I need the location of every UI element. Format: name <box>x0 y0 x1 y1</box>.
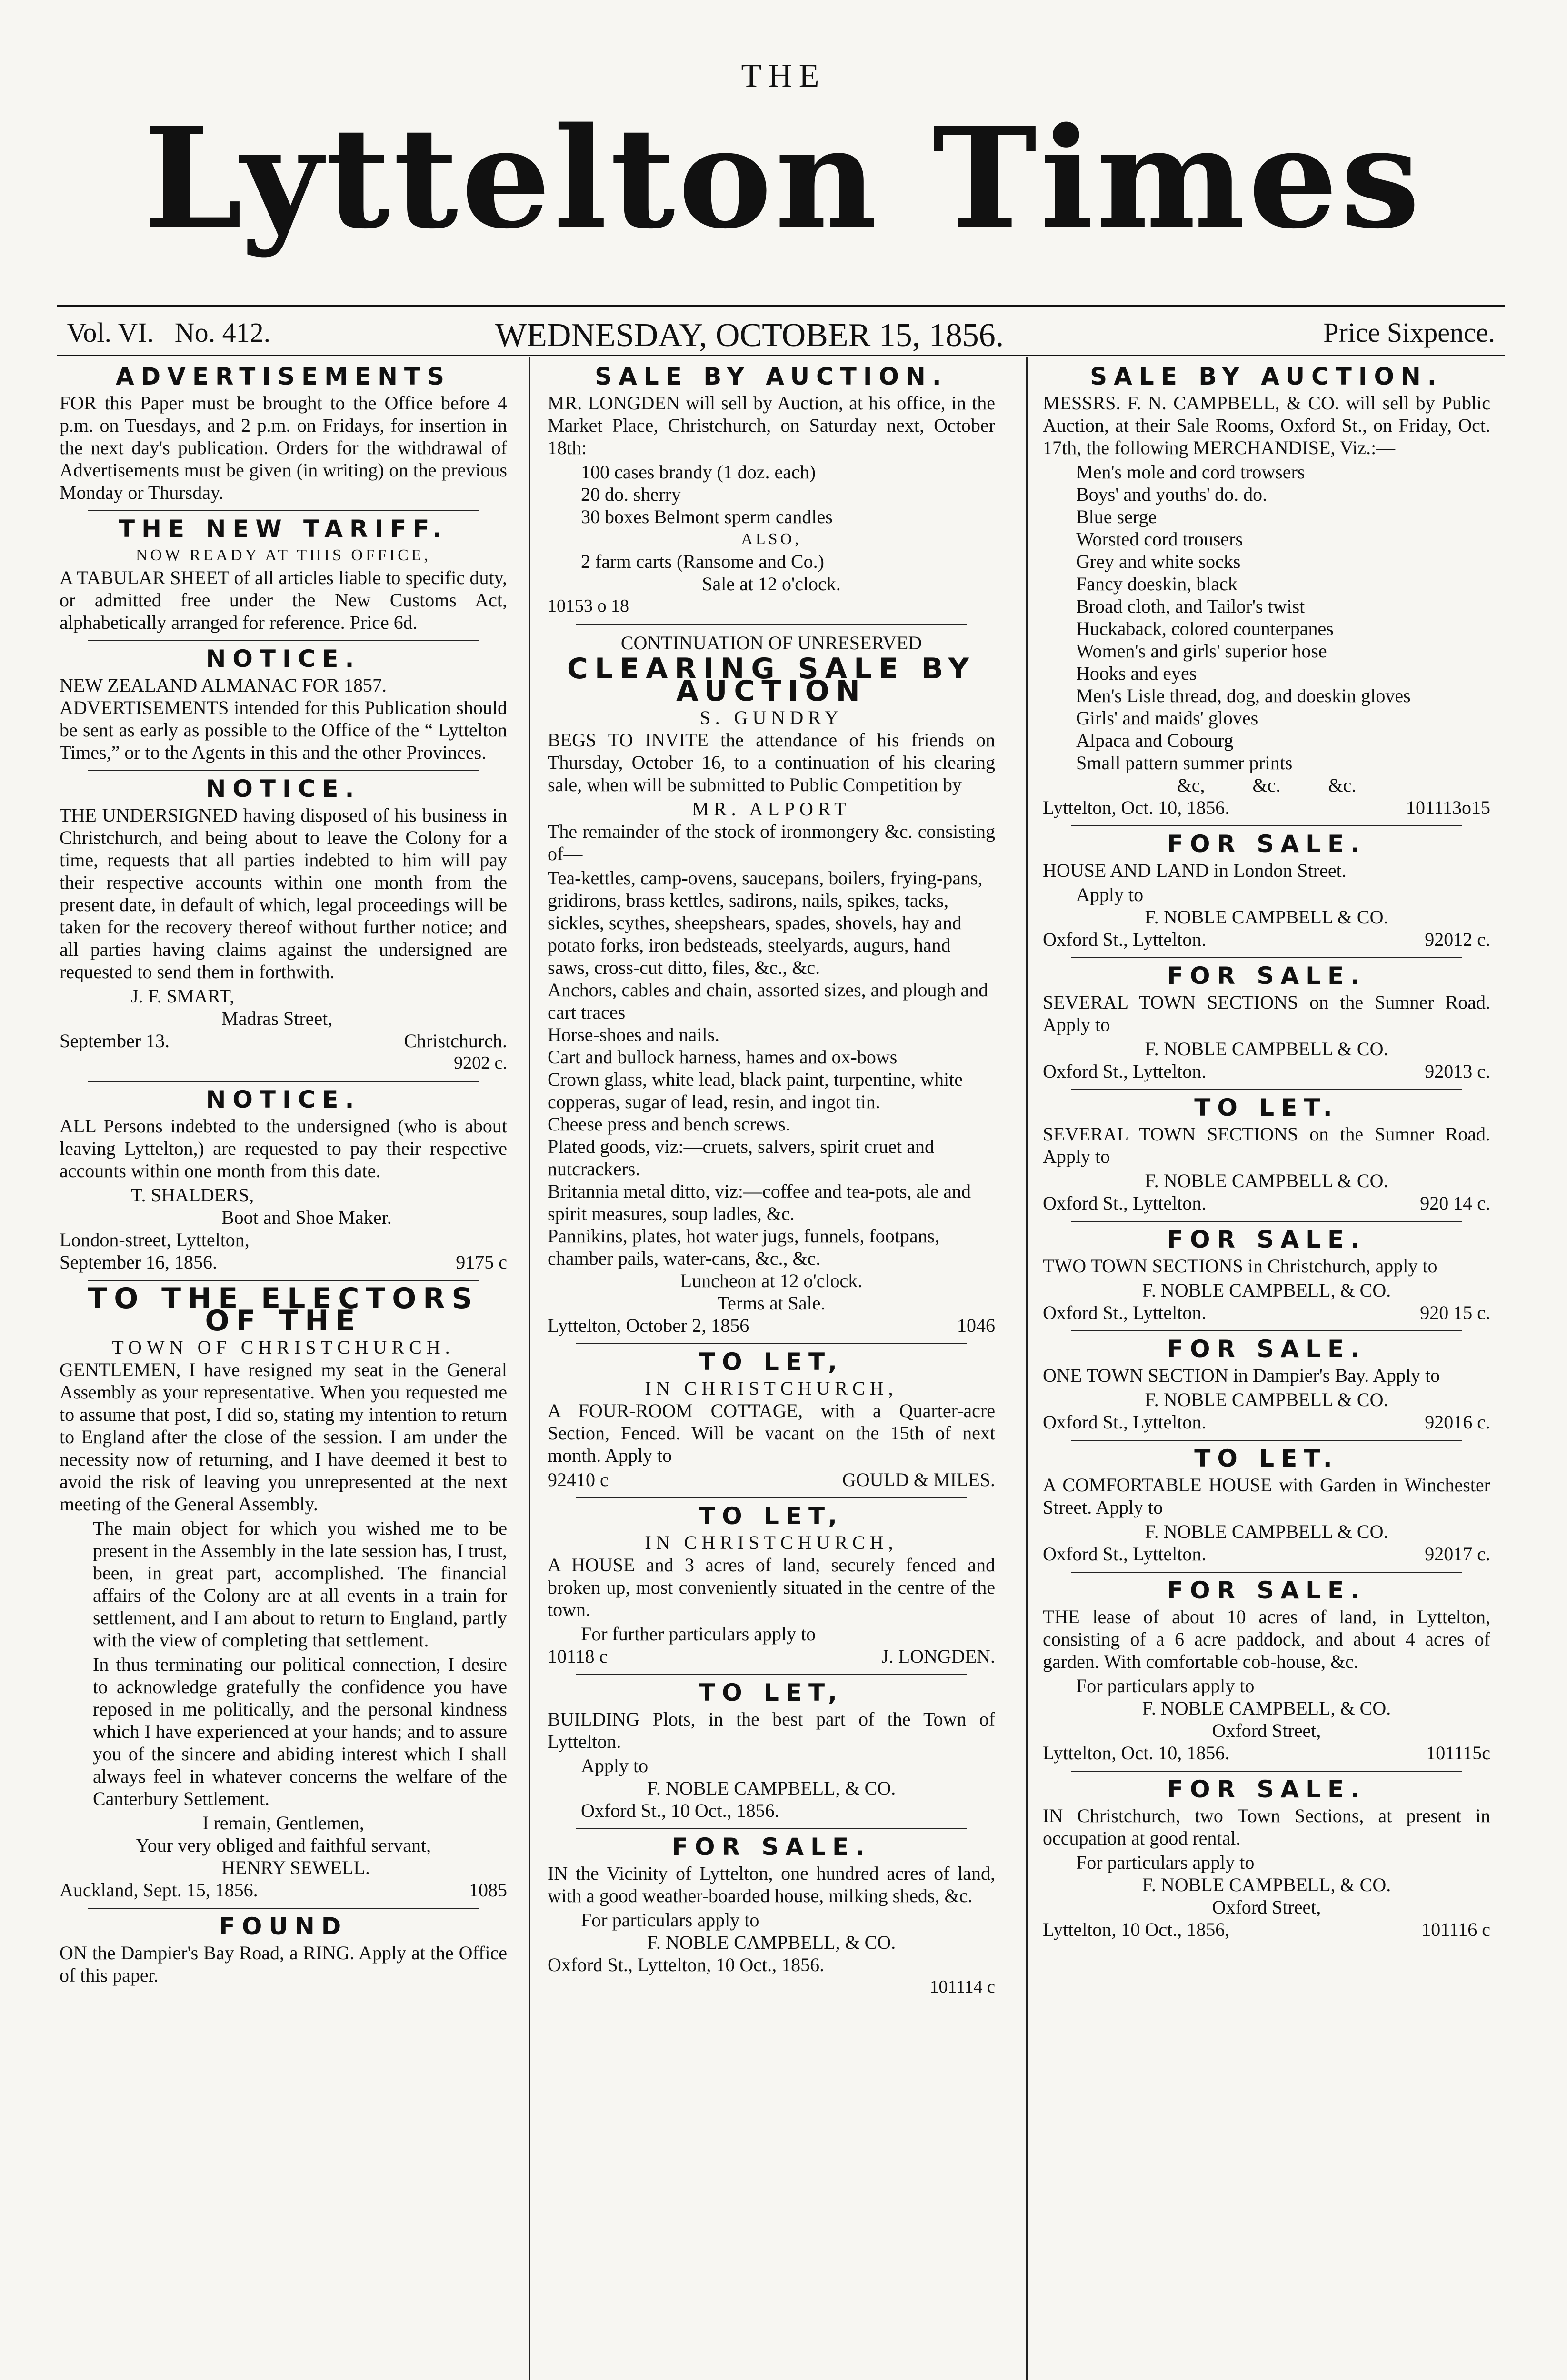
notice-heading: NOTICE. <box>206 775 361 803</box>
list-item: Small pattern summer prints <box>1076 752 1293 774</box>
to-let-agent-row: 10118 c J. LONGDEN. <box>548 1646 995 1667</box>
electors-paragraph-3: In thus terminating our political connection, I desire to acknowledge gratefully the confidence you have reposed in me politically, and the personal kindness which I have experienced at your hands; and to assure you of the sincere and abiding interest which I shall always feel in whatever concerns the welfare of the Canterbury Settlement. <box>93 1654 507 1809</box>
notice-heading: NOTICE. <box>206 1086 361 1113</box>
to-let-heading: TO LET, <box>699 1679 844 1706</box>
agent-address-row: Oxford St., Lyttelton. 92016 c. <box>1043 1411 1490 1433</box>
letter-date-row: Auckland, Sept. 15, 1856. 1085 <box>60 1879 507 1901</box>
apply-line: For particulars apply to <box>581 1909 759 1931</box>
to-let-text: A COMFORTABLE HOUSE with Garden in Winchester Street. Apply to <box>1043 1474 1490 1518</box>
list-item: 2 farm carts (Ransome and Co.) <box>581 551 824 572</box>
list-item: 100 cases brandy (1 doz. each) <box>581 461 816 483</box>
campbell-auction-text: MESSRS. F. N. CAMPBELL, & CO. will sell by Public Auction, at their Sale Rooms, Oxford St., on Friday, Oct. 17th, the following MERCHANDISE, Viz.:— <box>1043 392 1490 458</box>
masthead-rule-top <box>57 305 1505 307</box>
tariff-heading: THE NEW TARIFF. <box>118 515 449 543</box>
list-item: Britannia metal ditto, viz:—coffee and tea-pots, ale and spirit measures, soup ladles, &c. <box>548 1180 971 1224</box>
clearing-text-2: The remainder of the stock of ironmongery &c. consisting of— <box>548 821 995 864</box>
issue-date: WEDNESDAY, OCTOBER 15, 1856. <box>495 317 1004 354</box>
column-3 <box>1043 362 1490 2380</box>
to-let-heading: TO LET, <box>699 1348 844 1376</box>
divider <box>1071 1440 1462 1441</box>
auction-heading: SALE BY AUCTION. <box>1090 363 1443 390</box>
dateline <box>67 317 1495 354</box>
agent-address-row: Oxford St., Lyttelton. 92013 c. <box>1043 1061 1490 1082</box>
list-item: Anchors, cables and chain, assorted sizes, and plough and cart traces <box>548 979 988 1023</box>
signature-name: HENRY SEWELL. <box>221 1857 370 1878</box>
divider <box>88 640 479 641</box>
also-label: ALSO, <box>741 530 802 548</box>
agent-name: F. NOBLE CAMPBELL & CO. <box>1145 1038 1388 1060</box>
divider <box>1071 1221 1462 1222</box>
clearing-item-list <box>548 867 995 1269</box>
divider <box>88 1280 479 1281</box>
for-sale-heading: FOR SALE. <box>1167 962 1367 990</box>
divider <box>1071 1572 1462 1573</box>
apply-line: Apply to <box>1076 884 1144 905</box>
for-sale-heading: FOR SALE. <box>671 1833 871 1861</box>
electors-paragraph-1: GENTLEMEN, I have resigned my seat in the General Assembly as your representative. When you requested me to assume that post, I did so, stating my intention to return to England after the close of the session. I am under the necessity now of returning, and I have deemed it best to avoid the risk of leaving you unrepresented at the next meeting of the General Assembly. <box>60 1359 507 1515</box>
apply-line: For further particulars apply to <box>581 1623 816 1645</box>
agent-address: Oxford St., Lyttelton, 10 Oct., 1856. <box>548 1954 825 1975</box>
list-item: Crown glass, white lead, black paint, turpentine, white copperas, sugar of lead, resin, and ingot tin. <box>548 1069 963 1112</box>
signature-address: London-street, Lyttelton, <box>60 1229 250 1250</box>
notice-date-row: September 16, 1856. 9175 c <box>60 1251 507 1273</box>
advertisements-text: FOR this Paper must be brought to the Office before 4 p.m. on Tuesdays, and 2 p.m. on Fridays, for insertion in the next day's publication. Orders for the withdrawal of Advertisements must be given (in writing) on the previous Monday or Thursday. <box>60 392 507 503</box>
to-let-text: A FOUR-ROOM COTTAGE, with a Quarter-acre Section, Fenced. Will be vacant on the 15th of next month. Apply to <box>548 1400 995 1466</box>
to-let-text: BUILDING Plots, in the best part of the Town of Lyttelton. <box>548 1708 995 1752</box>
to-let-text: A HOUSE and 3 acres of land, securely fenced and broken up, most conveniently situated in the centre of the town. <box>548 1554 995 1620</box>
auctioneer-name: MR. ALPORT <box>692 798 851 820</box>
agent-name: F. NOBLE CAMPBELL & CO. <box>1145 1170 1388 1191</box>
agent-address-row: Lyttelton, 10 Oct., 1856, 101116 c <box>1043 1919 1490 1940</box>
signature-name: J. F. SMART, <box>131 985 235 1007</box>
longden-auction-text: MR. LONGDEN will sell by Auction, at his office, in the Market Place, Christchurch, on Saturday next, October 18th: <box>548 392 995 458</box>
for-sale-text: TWO TOWN SECTIONS in Christchurch, apply to <box>1043 1255 1437 1277</box>
list-item: 30 boxes Belmont sperm candles <box>581 506 833 527</box>
list-item: 20 do. sherry <box>581 484 681 505</box>
for-sale-heading: FOR SALE. <box>1167 1335 1367 1363</box>
divider <box>576 1674 967 1675</box>
auction-date-row: Lyttelton, Oct. 10, 1856. 101113o15 <box>1043 797 1490 818</box>
list-item: Men's mole and cord trowsers <box>1076 461 1305 483</box>
list-item: Boys' and youths' do. do. <box>1076 484 1268 505</box>
list-item: Alpaca and Cobourg <box>1076 730 1234 751</box>
to-let-text: SEVERAL TOWN SECTIONS on the Sumner Road. Apply to <box>1043 1123 1490 1167</box>
divider <box>576 1497 967 1498</box>
sale-time: Sale at 12 o'clock. <box>702 573 841 595</box>
for-sale-text: SEVERAL TOWN SECTIONS on the Sumner Road. Apply to <box>1043 992 1490 1035</box>
found-text: ON the Dampier's Bay Road, a RING. Apply at the Office of this paper. <box>60 1942 507 1986</box>
auction-item-list <box>548 461 995 528</box>
closing-line: Your very obliged and faithful servant, <box>135 1835 431 1856</box>
apply-line: For particulars apply to <box>1076 1852 1255 1873</box>
clearing-text: BEGS TO INVITE the attendance of his friends on Thursday, October 16, to a continuation of his clearing sale, when will be submitted to Public Competition by <box>548 729 995 795</box>
divider <box>576 1828 967 1829</box>
notice-date-row: September 13. Christchurch. <box>60 1030 507 1051</box>
agent-street: Oxford Street, <box>1212 1896 1321 1918</box>
ad-reference: 101114 c <box>929 1977 995 1997</box>
agent-name: F. NOBLE CAMPBELL, & CO. <box>1142 1874 1391 1895</box>
to-let-heading: TO LET. <box>1194 1445 1339 1472</box>
shalders-notice-text: ALL Persons indebted to the undersigned (who is about leaving Lyttelton,) are requested to pay their respective accounts within one month from this date. <box>60 1115 507 1181</box>
list-item: Girls' and maids' gloves <box>1076 707 1258 729</box>
list-item: Cart and bullock harness, hames and ox-bows <box>548 1046 898 1068</box>
list-item: Plated goods, viz:—cruets, salvers, spirit cruet and nutcrackers. <box>548 1136 935 1180</box>
to-let-heading: TO LET, <box>699 1502 844 1530</box>
column-rule-2 <box>1026 357 1028 2380</box>
list-item: Huckaback, colored counterpanes <box>1076 618 1334 639</box>
apply-line: For particulars apply to <box>1076 1675 1255 1696</box>
list-item: Worsted cord trousers <box>1076 528 1243 550</box>
agent-name: F. NOBLE CAMPBELL, & CO. <box>1142 1279 1391 1301</box>
list-item: Cheese press and bench screws. <box>548 1113 790 1135</box>
divider <box>576 1343 967 1344</box>
agent-address: Oxford St., 10 Oct., 1856. <box>581 1800 779 1821</box>
agent-street: Oxford Street, <box>1212 1720 1321 1741</box>
terms-line: Terms at Sale. <box>717 1292 826 1314</box>
divider <box>1071 1330 1462 1331</box>
clearing-pre-heading: CONTINUATION OF UNRESERVED <box>620 632 922 654</box>
list-item: Grey and white socks <box>1076 551 1241 572</box>
list-item: Men's Lisle thread, dog, and doeskin gloves <box>1076 685 1411 706</box>
column-rule-1 <box>529 357 530 2380</box>
for-sale-text: THE lease of about 10 acres of land, in Lyttelton, consisting of a 6 acre paddock, and about 4 acres of garden. With comfortable cob-house, &c. <box>1043 1606 1490 1672</box>
luncheon-line: Luncheon at 12 o'clock. <box>680 1270 863 1291</box>
agent-name: F. NOBLE CAMPBELL & CO. <box>1145 1389 1388 1410</box>
list-item: Broad cloth, and Tailor's twist <box>1076 595 1305 617</box>
column-1 <box>60 362 507 2380</box>
electors-subheading: TOWN OF CHRISTCHURCH. <box>112 1337 455 1358</box>
ad-reference: 10153 o 18 <box>548 596 629 616</box>
almanac-text: ADVERTISEMENTS intended for this Publication should be sent as early as possible to the Office of the “ Lyttelton Times,” or to the Agents in this and the other Provinces. <box>60 697 507 763</box>
divider <box>576 624 967 625</box>
agent-address-row: Oxford St., Lyttelton. 920 15 c. <box>1043 1302 1490 1323</box>
apply-line: Apply to <box>581 1755 649 1776</box>
seller-name: S. GUNDRY <box>699 707 843 728</box>
list-item: Horse-shoes and nails. <box>548 1024 720 1045</box>
list-item: Blue serge <box>1076 506 1157 527</box>
agent-address-row: Oxford St., Lyttelton. 92012 c. <box>1043 929 1490 950</box>
signature-address: Madras Street, <box>221 1008 333 1029</box>
merchandise-list <box>1043 461 1490 774</box>
ad-reference: 9202 c. <box>454 1053 507 1073</box>
volume-number: Vol. VI. No. 412. <box>67 317 271 348</box>
price: Price Sixpence. <box>1323 317 1495 348</box>
for-sale-text: IN Christchurch, two Town Sections, at present in occupation at good rental. <box>1043 1805 1490 1849</box>
agent-name: F. NOBLE CAMPBELL & CO. <box>1145 906 1388 928</box>
agent-name: F. NOBLE CAMPBELL, & CO. <box>1142 1697 1391 1719</box>
clearing-date-row: Lyttelton, October 2, 1856 1046 <box>548 1315 995 1336</box>
to-let-subheading: IN CHRISTCHURCH, <box>645 1378 898 1399</box>
auction-heading: SALE BY AUCTION. <box>595 363 948 390</box>
for-sale-heading: FOR SALE. <box>1167 1226 1367 1253</box>
electors-heading: TO THE ELECTORS OF THE <box>88 1282 479 1338</box>
agent-name: F. NOBLE CAMPBELL, & CO. <box>647 1777 896 1799</box>
for-sale-heading: FOR SALE. <box>1167 1577 1367 1604</box>
tariff-text: A TABULAR SHEET of all articles liable to specific duty, or admitted free under the New Customs Act, alphabetically arranged for reference. Price 6d. <box>60 567 507 633</box>
agent-name: F. NOBLE CAMPBELL & CO. <box>1145 1521 1388 1542</box>
signature-name: T. SHALDERS, <box>131 1184 254 1206</box>
smart-notice-text: THE UNDERSIGNED having disposed of his business in Christchurch, and being about to leave the Colony for a time, requests that all parties indebted to him will pay their respective accounts within one month from the present date, in default of which, legal proceedings will be taken for the recovery thereof without further notice; and all parties having claims against the undersigned are requested to send them in forthwith. <box>60 804 507 982</box>
etc-line: &c, &c. &c. <box>1177 774 1357 796</box>
divider <box>88 1908 479 1909</box>
divider <box>1071 1771 1462 1772</box>
agent-address-row: Lyttelton, Oct. 10, 1856. 101115c <box>1043 1742 1490 1764</box>
almanac-line: NEW ZEALAND ALMANAC FOR 1857. <box>60 674 387 696</box>
agent-address-row: Oxford St., Lyttelton. 920 14 c. <box>1043 1192 1490 1214</box>
agent-address-row: Oxford St., Lyttelton. 92017 c. <box>1043 1543 1490 1565</box>
clearing-heading: CLEARING SALE BY AUCTION <box>567 652 976 708</box>
to-let-heading: TO LET. <box>1194 1094 1339 1121</box>
for-sale-text: HOUSE AND LAND in London Street. <box>1043 860 1347 881</box>
notice-heading: NOTICE. <box>206 645 361 673</box>
list-item: Pannikins, plates, hot water jugs, funnels, footpans, chamber pails, water-cans, &c., &c. <box>548 1225 940 1269</box>
divider <box>1071 957 1462 958</box>
divider <box>88 770 479 771</box>
masthead-rule-bottom <box>57 355 1505 356</box>
masthead-title: Lyttelton Times <box>143 98 1423 259</box>
list-item: Fancy doeskin, black <box>1076 573 1238 595</box>
for-sale-text: IN the Vicinity of Lyttelton, one hundred acres of land, with a good weather-boarded house, milking sheds, &c. <box>548 1863 995 1906</box>
list-item: Tea-kettles, camp-ovens, saucepans, boilers, frying-pans, gridirons, brass kettles, sadirons, nails, spikes, tacks, sickles, scythes, sheepshears, spades, shovels, hay and potato forks, iron bedsteads, steelyards, augurs, hand saws, cross-cut ditto, files, &c., &c. <box>548 867 983 978</box>
closing-line: I remain, Gentlemen, <box>202 1812 364 1834</box>
for-sale-text: ONE TOWN SECTION in Dampier's Bay. Apply to <box>1043 1365 1440 1386</box>
advertisements-heading: ADVERTISEMENTS <box>115 363 451 390</box>
column-2 <box>548 362 995 2380</box>
to-let-agent-row: 92410 c GOULD & MILES. <box>548 1469 995 1490</box>
electors-paragraph-2: The main object for which you wished me to be present in the Assembly in the late session has, I trust, been, in great part, accomplished. The financial affairs of the Colony are at all events in a train for settlement, and I am about to return to England, partly with the view of completing that settlement. <box>93 1517 507 1651</box>
divider <box>88 510 479 511</box>
found-heading: FOUND <box>219 1913 348 1940</box>
signature-trade: Boot and Shoe Maker. <box>221 1207 392 1228</box>
masthead-the: THE <box>741 58 826 94</box>
agent-name: F. NOBLE CAMPBELL, & CO. <box>647 1932 896 1953</box>
divider <box>1071 825 1462 826</box>
list-item: Hooks and eyes <box>1076 663 1197 684</box>
divider <box>88 1081 479 1082</box>
for-sale-heading: FOR SALE. <box>1167 1775 1367 1803</box>
list-item: Women's and girls' superior hose <box>1076 640 1327 662</box>
tariff-subheading: NOW READY AT THIS OFFICE, <box>135 546 431 564</box>
divider <box>1071 1089 1462 1090</box>
to-let-subheading: IN CHRISTCHURCH, <box>645 1532 898 1553</box>
for-sale-heading: FOR SALE. <box>1167 830 1367 858</box>
